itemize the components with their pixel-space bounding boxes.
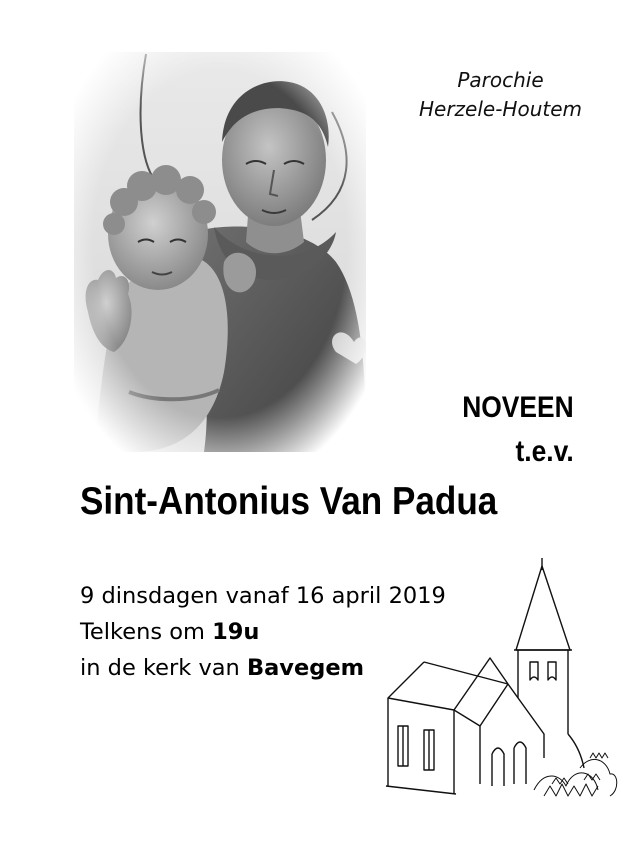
saint-name-title: Sint-Antonius Van Padua [80,480,498,523]
details-time-value: 19u [212,619,260,645]
heading-line-2: t.e.v. [515,435,574,468]
details-location-value: Bavegem [246,655,365,681]
details-time-prefix: Telkens om [80,619,213,645]
details-location-prefix: in de kerk van [80,655,247,681]
noveen-heading [463,386,574,474]
parish-line-1: Parochie [457,68,544,92]
church-drawing [384,558,620,802]
saint-statue-photo [74,52,366,452]
details-dates: 9 dinsdagen vanaf 16 april 2019 [80,583,446,609]
heading-line-1: NOVEEN [462,391,574,424]
parish-name [419,66,582,124]
parish-line-2: Herzele-Houtem [418,97,582,121]
